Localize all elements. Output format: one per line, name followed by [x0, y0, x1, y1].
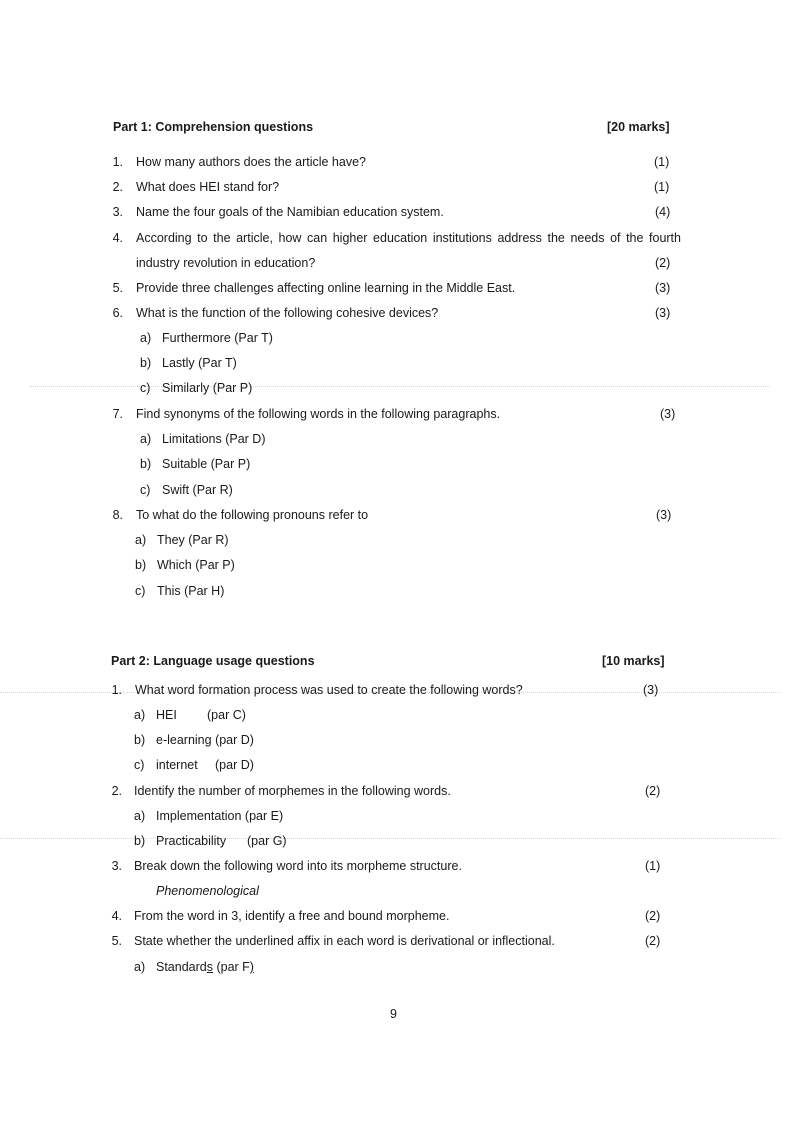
sub-item-paragraph: (par C)	[207, 708, 246, 722]
question-number: 3.	[111, 859, 122, 873]
sub-item-text: Limitations (Par D)	[162, 432, 266, 446]
scan-artifact-line	[0, 838, 780, 839]
question-number: 1.	[112, 155, 123, 169]
question-marks: (3)	[656, 508, 672, 522]
sub-item-text: This (Par H)	[157, 584, 225, 598]
question-text: What is the function of the following cohesive devices?	[136, 306, 439, 320]
sub-item-label: b)	[140, 457, 152, 471]
question-text: According to the article, how can higher education institutions address the needs of the fourth	[136, 231, 681, 245]
sub-item-label: c)	[134, 758, 145, 772]
question-marks: (3)	[655, 281, 671, 295]
question-number: 8.	[112, 508, 123, 522]
sub-item-text: Furthermore (Par T)	[162, 331, 273, 345]
question-number: 6.	[112, 306, 123, 320]
question-marks: (1)	[654, 155, 670, 169]
morpheme-word: Phenomenological	[156, 884, 259, 898]
sub-item-text: Swift (Par R)	[162, 483, 233, 497]
question-number: 4.	[112, 231, 123, 245]
sub-item-label: a)	[134, 960, 146, 974]
question-number: 5.	[112, 281, 123, 295]
part2-heading: Part 2: Language usage questions	[111, 654, 315, 668]
question-number: 4.	[111, 909, 122, 923]
question-text: Name the four goals of the Namibian education system.	[136, 205, 444, 219]
question-marks: (3)	[643, 683, 659, 697]
sub-item-label: c)	[140, 381, 151, 395]
part1-heading: Part 1: Comprehension questions	[113, 120, 314, 134]
part2-marks: [10 marks]	[602, 654, 665, 668]
sub-item-text: internet	[156, 758, 198, 772]
question-number: 2.	[112, 180, 123, 194]
sub-item-label: b)	[134, 733, 146, 747]
sub-item-label: b)	[134, 834, 146, 848]
question-marks: (2)	[645, 909, 661, 923]
sub-item-text: Suitable (Par P)	[162, 457, 251, 471]
sub-item-text: Lastly (Par T)	[162, 356, 237, 370]
sub-item-text: Similarly (Par P)	[162, 381, 253, 395]
sub-item-label: a)	[140, 331, 152, 345]
sub-item-label: a)	[134, 708, 146, 722]
sub-item-text: Which (Par P)	[157, 558, 235, 572]
question-text: From the word in 3, identify a free and bound morpheme.	[134, 909, 450, 923]
paragraph-ref: (par F	[212, 960, 250, 974]
question-marks: (3)	[660, 407, 676, 421]
question-marks: (2)	[645, 934, 661, 948]
sub-item-text: Implementation (par E)	[156, 809, 284, 823]
question-text: To what do the following pronouns refer to	[136, 508, 369, 522]
question-text: Identify the number of morphemes in the following words.	[134, 784, 451, 798]
question-text: What does HEI stand for?	[136, 180, 280, 194]
question-marks: (3)	[655, 306, 671, 320]
question-text: Find synonyms of the following words in the following paragraphs.	[136, 407, 501, 421]
sub-item-text: e-learning (par D)	[156, 733, 254, 747]
question-text: How many authors does the article have?	[136, 155, 366, 169]
sub-item-text: Practicability	[156, 834, 227, 848]
question-marks: (2)	[645, 784, 661, 798]
page-number: 9	[390, 1007, 397, 1021]
word-stem: Standard	[156, 960, 207, 974]
sub-item-text	[156, 960, 254, 974]
question-marks: (1)	[654, 180, 670, 194]
question-number: 3.	[112, 205, 123, 219]
part1-marks: [20 marks]	[607, 120, 670, 134]
question-number: 7.	[112, 407, 123, 421]
sub-item-label: c)	[140, 483, 151, 497]
question-number: 1.	[111, 683, 122, 697]
sub-item-label: a)	[134, 809, 146, 823]
question-marks: (2)	[655, 256, 671, 270]
question-text-continued: industry revolution in education?	[136, 256, 316, 270]
question-text: Break down the following word into its morpheme structure.	[134, 859, 462, 873]
sub-item-label: b)	[135, 558, 147, 572]
sub-item-text: HEI	[156, 708, 177, 722]
sub-item-paragraph: (par G)	[247, 834, 287, 848]
question-text: Provide three challenges affecting online learning in the Middle East.	[136, 281, 516, 295]
sub-item-label: a)	[135, 533, 147, 547]
question-number: 2.	[111, 784, 122, 798]
sub-item-paragraph: (par D)	[215, 758, 254, 772]
sub-item-text: They (Par R)	[157, 533, 229, 547]
sub-item-label: c)	[135, 584, 146, 598]
underlined-affix: s	[206, 960, 213, 974]
question-number: 5.	[111, 934, 122, 948]
sub-item-label: b)	[140, 356, 152, 370]
paragraph-ref-close: )	[249, 960, 254, 974]
sub-item-label: a)	[140, 432, 152, 446]
question-text: What word formation process was used to create the following words?	[135, 683, 523, 697]
question-marks: (4)	[655, 205, 671, 219]
question-marks: (1)	[645, 859, 661, 873]
question-text: State whether the underlined affix in each word is derivational or inflectional.	[134, 934, 555, 948]
